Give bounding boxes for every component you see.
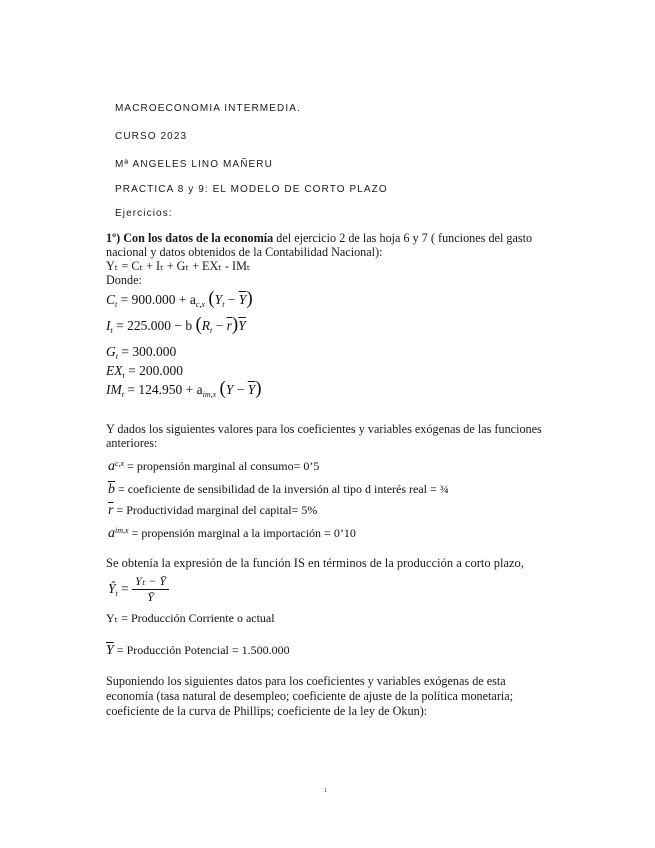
course-year: CURSO 2023 <box>115 131 188 142</box>
investment-equation: $I_t = 225.000 - b$ $(R_t - \overline{r})\overline{Y}$ <box>106 314 246 335</box>
paragraph-values-line2: anteriores: <box>106 436 158 450</box>
is-function-text: Se obtenía la expresión de la función IS en términos de la producción a corto plazo, <box>106 556 524 570</box>
coef-investment-sensitivity: $\overline{b}$ = coeficiente de sensibilidad de la inversión al tipo d interés real = ¾ <box>108 482 449 497</box>
coef-consumption: $a^{c,x}$ = propensión marginal al consumo= 0’5 <box>108 459 320 474</box>
government-equation: $G_t = 300.000$ <box>106 344 177 361</box>
yt-definition: Yₜ = Producción Corriente o actual <box>106 611 275 625</box>
is-fraction: $Ŷ_t$ = $\frac{\text{Yₜ − Ȳ}}{Ȳ}$ <box>108 574 169 605</box>
exercise-intro-rest: del ejercicio 2 de las hoja 6 y 7 ( funciones del gasto <box>273 231 533 245</box>
page-number: 1 <box>324 788 327 794</box>
coef-capital-productivity: $\overline{r}$ = Productividad marginal del capital= 5% <box>108 503 318 518</box>
consumption-equation: $C_t = 900.000 + a_{c,x}$ $(Y_t - \overline{Y})$ <box>106 288 253 309</box>
ybar-definition: $\overline{Y}$ = Producción Potencial = 1.500.000 <box>106 643 290 658</box>
paragraph-data-line3: coeficiente de la curva de Phillips; coeficiente de la ley de Okun): <box>106 704 428 718</box>
coef-import-propensity: $a^{im,x}$ = propensión marginal a la importación = 0’10 <box>108 526 356 541</box>
paragraph-data-line1: Suponiendo los siguientes datos para los coeficientes y variables exógenas de esta <box>106 674 506 688</box>
exercise-intro <box>106 232 546 245</box>
exercise-intro-bold: Con los datos de la economía <box>123 231 274 245</box>
exercise-intro-line2: nacional y datos obtenidos de la Contabilidad Nacional): <box>106 245 383 259</box>
imports-equation: $IM_t = 124.950 + a_{im,x}$ $(Y - \overline{Y})$ <box>106 378 262 399</box>
donde-label: Donde: <box>106 273 142 287</box>
exercise-number: 1º) <box>106 231 121 245</box>
paragraph-data-line2: economía (tasa natural de desempleo; coeficiente de ajuste de la política monetaria; <box>106 689 514 703</box>
practice-title: PRACTICA 8 y 9: EL MODELO DE CORTO PLAZO <box>115 184 388 195</box>
author-name: Mª ANGELES LINO MAÑERU <box>115 159 273 170</box>
paragraph-values-line1: Y dados los siguientes valores para los coeficientes y variables exógenas de las funciones <box>106 422 542 436</box>
course-title: MACROECONOMIA INTERMEDIA. <box>115 103 301 114</box>
demand-identity: Yₜ = Cₜ + Iₜ + Gₜ + EXₜ - IMₜ <box>106 259 251 273</box>
exports-equation: $EX_t = 200.000$ <box>106 363 183 380</box>
exercises-label: Ejercicios: <box>115 208 173 219</box>
